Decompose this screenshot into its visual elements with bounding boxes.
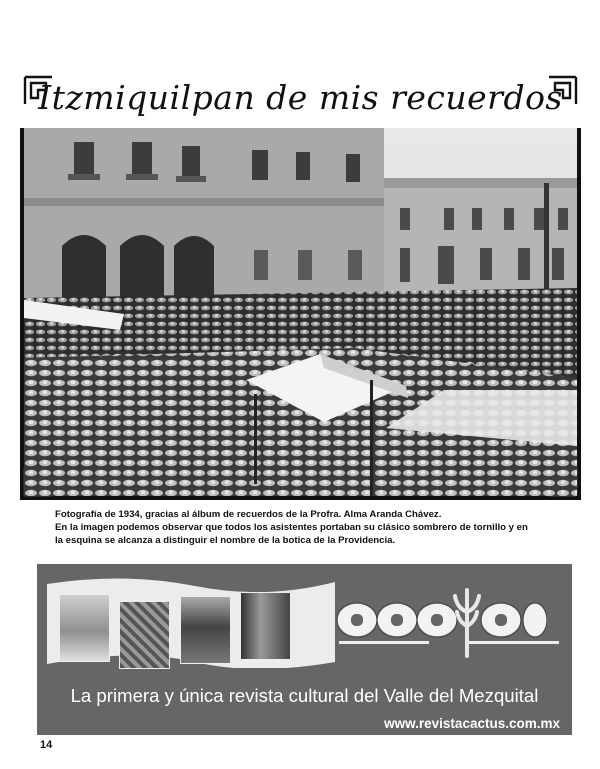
magazine-cover-4: [240, 592, 291, 660]
ad-website-link[interactable]: www.revistacactus.com.mx: [384, 716, 560, 731]
title-band: [20, 72, 581, 128]
magazine-cover-2: [119, 601, 170, 669]
page-number: 14: [40, 739, 53, 751]
ad-tagline: La primera y única revista cultural del Valle del Mezquital: [70, 685, 539, 706]
corner-ornament-top-right: [545, 74, 579, 108]
photo-frame: [20, 72, 581, 500]
historical-photo: [24, 128, 577, 496]
logo-underline-right: [469, 641, 559, 644]
caption-line-2: En la imagen podemos observar que todos los asistentes portaban su clásico sombrero de tornillo y en: [55, 522, 528, 533]
caption-line-1: Fotografía de 1934, gracias al álbum de recuerdos de la Profra. Alma Aranda Chávez.: [55, 509, 442, 520]
cactus-logo: [335, 586, 547, 660]
photo-plaza-crowd: [24, 128, 577, 496]
photo-title: Itzmiquilpan de mis recuerdos: [38, 78, 563, 117]
corner-ornament-top-left: [22, 74, 56, 108]
photo-caption: [55, 508, 575, 547]
magazine-advertisement: [37, 564, 572, 735]
magazine-cover-1: [59, 594, 110, 662]
caption-line-3: la esquina se alcanza a distinguir el nombre de la botica de la Providencia.: [55, 535, 396, 546]
logo-underline-left: [339, 641, 429, 644]
magazine-cover-3: [180, 596, 231, 664]
